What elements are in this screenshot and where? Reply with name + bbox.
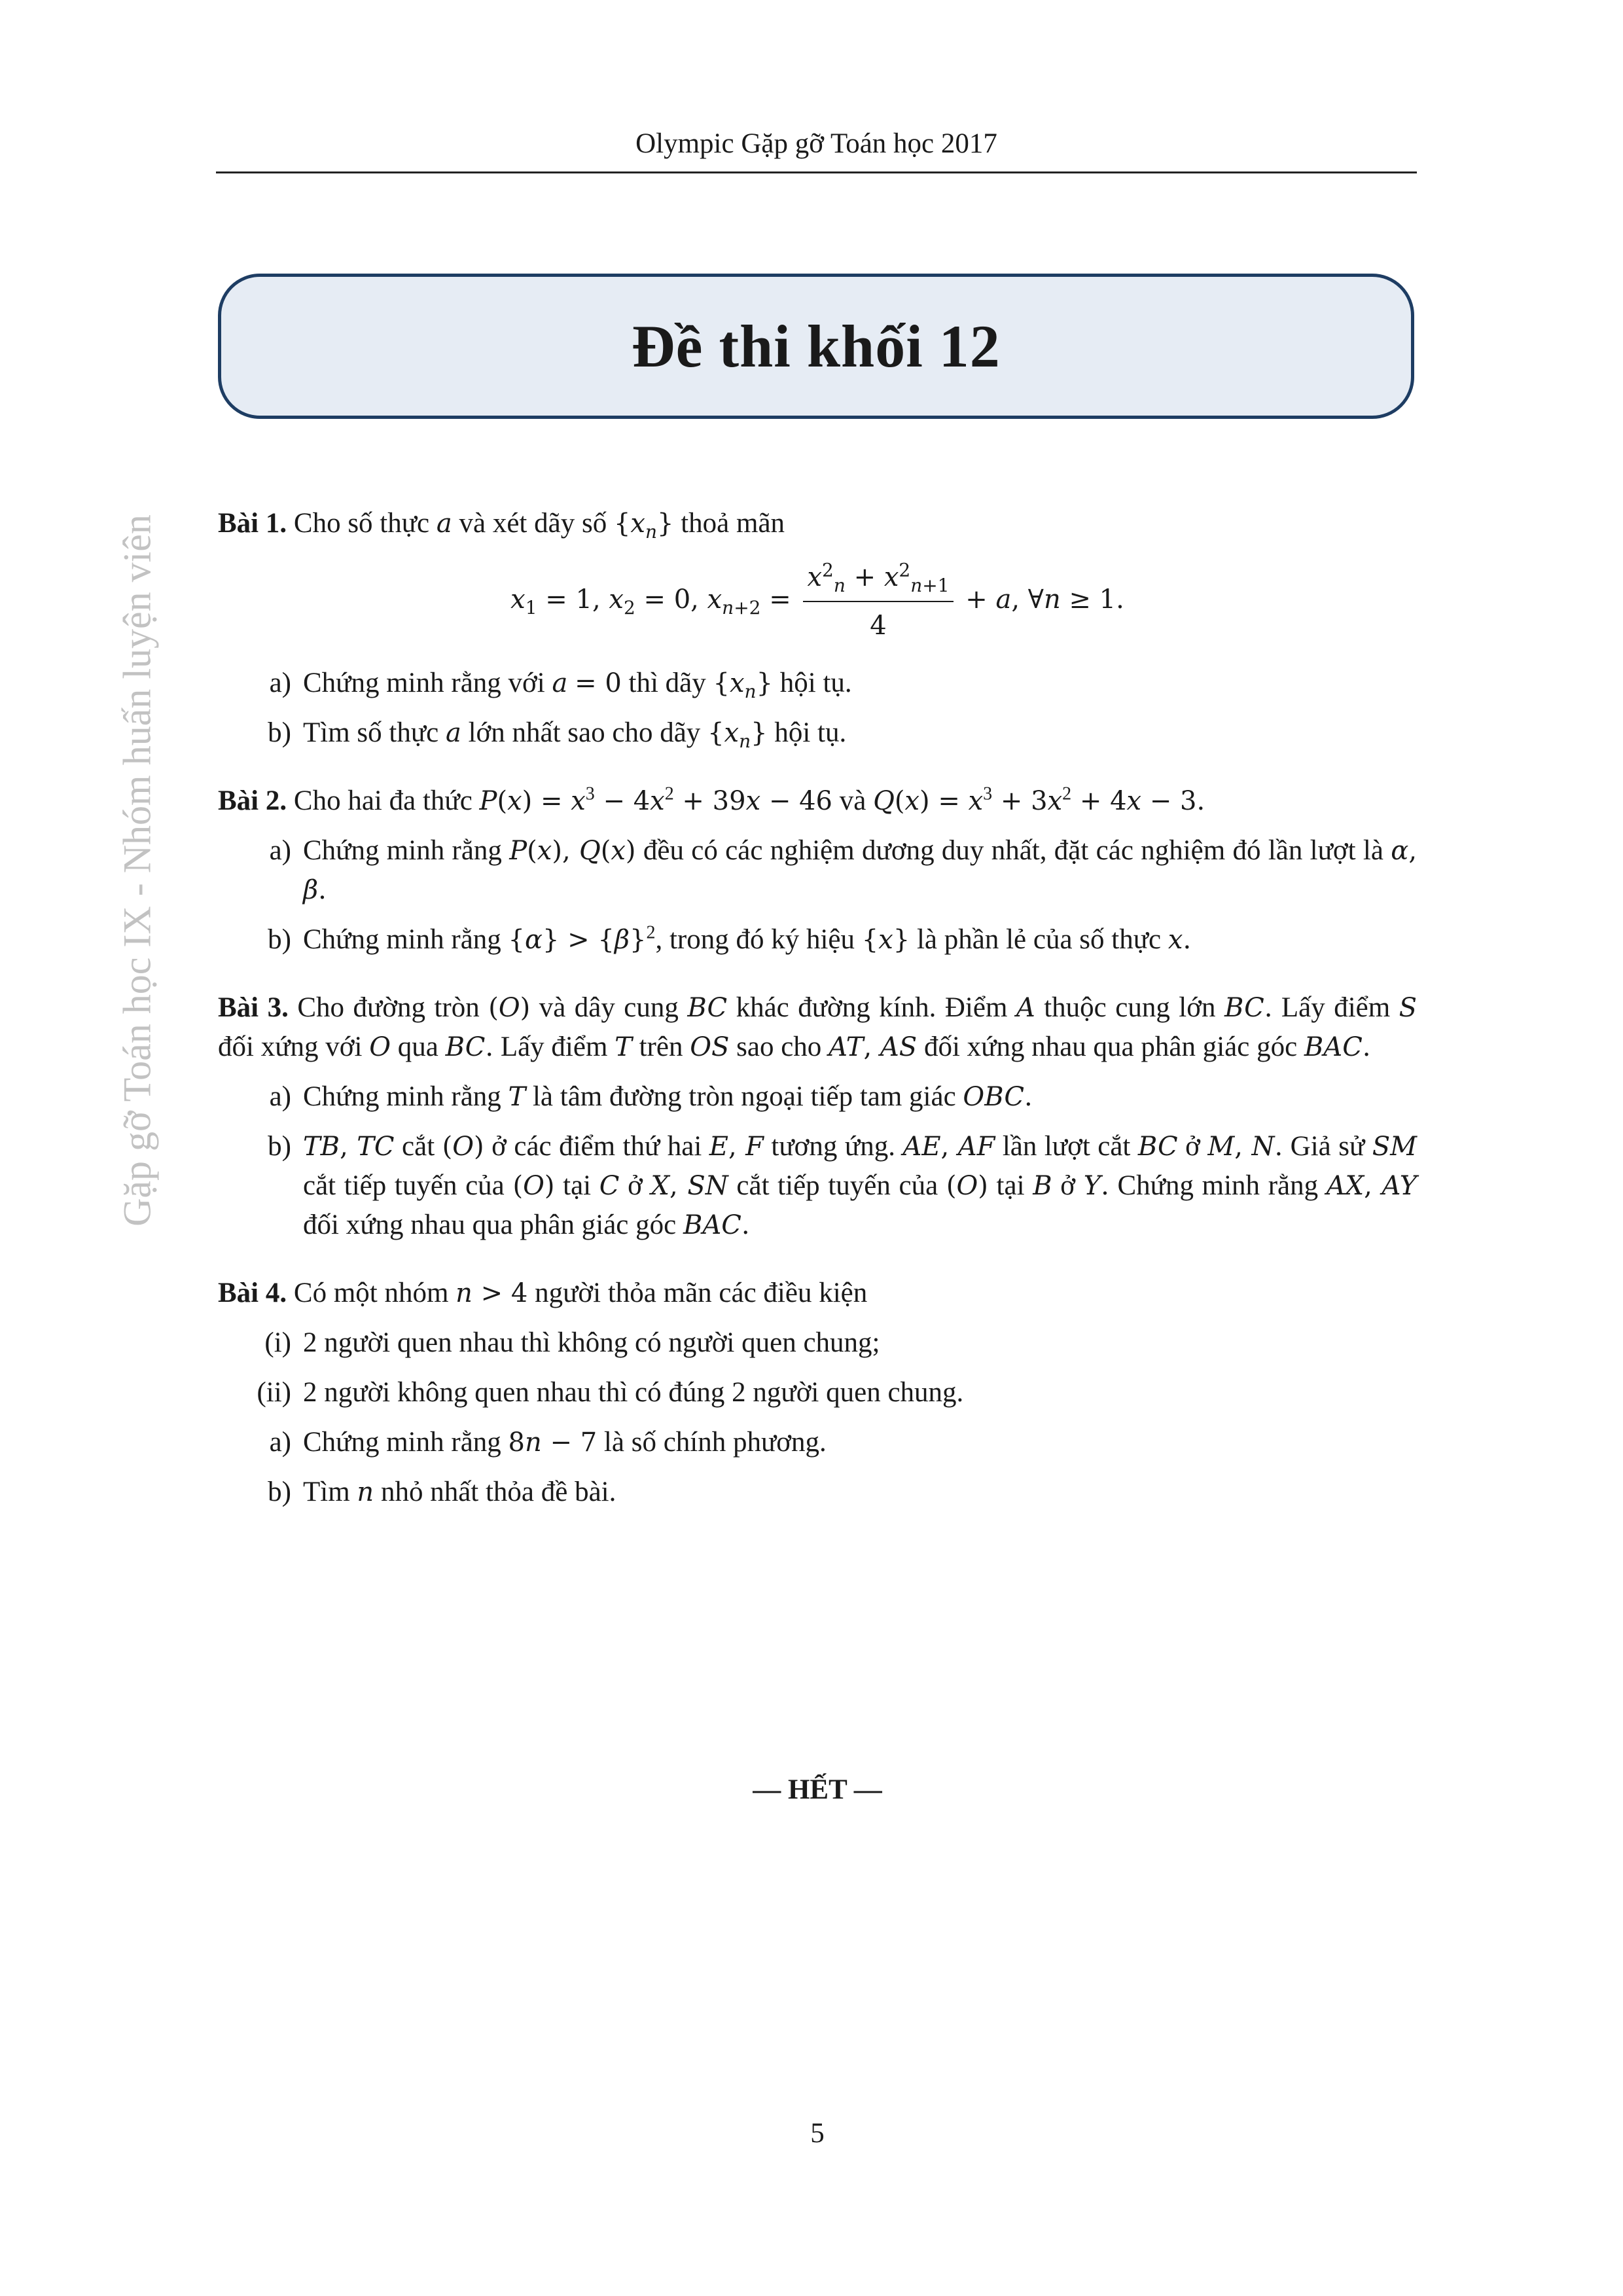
problem-4-part-b: b) Tìm n nhỏ nhất thỏa đề bài. (268, 1477, 616, 1507)
section-title-box (218, 274, 1414, 419)
end-mark: — HẾT — (753, 1774, 882, 1805)
problem-2-part-b: b) Chứng minh rằng $\{\alpha\} > \{\beta\}^2$, trong đó ký hiệu {x} là phần lẻ của số thực x. (268, 922, 1192, 955)
problem-4-part-a: a) Chứng minh rằng 8n − 7 là số chính phương. (269, 1427, 827, 1458)
header-rule (216, 171, 1417, 173)
problem-2-statement: Bài 2. Cho hai đa thức $P(x) = x^3 - 4x^2 + 39x - 46$ và $Q(x) = x^3 + 3x^2 + 4x - 3$. (218, 783, 1205, 816)
problem-3-part-b: b) TB, TC cắt (O) ở các điểm thứ hai E, F tương ứng. AE, AF lần lượt cắt BC ở M, N. Giả sử SM cắt tiếp tuyến của (O) tại C ở X, SN cắt tiếp tuyến của (O) tại B ở Y. Chứng minh rằng AX, AY đối xứng nhau qua phân giác góc BAC. (268, 1131, 1418, 1240)
problem-1-label: Bài 1. (218, 508, 287, 539)
problem-4 (218, 1274, 1417, 1512)
problem-1-part-b: b) Tìm số thực a lớn nhất sao cho dãy $\{x_n\}$ hội tụ. (268, 717, 847, 752)
page-number: 5 (810, 2118, 825, 2149)
problem-3-part-a: a) Chứng minh rằng T là tâm đường tròn ngoại tiếp tam giác OBC. (269, 1081, 1033, 1112)
problem-1 (218, 504, 1417, 753)
problem-list (218, 504, 1417, 1541)
running-header: Olympic Gặp gỡ Toán học 2017 (635, 128, 997, 159)
section-title: Đề thi khối 12 (632, 313, 1001, 380)
problem-2 (218, 781, 1417, 960)
problem-1-statement: Bài 1. Cho số thực a và xét dãy số $\{x_n\}$ thoả mãn (218, 508, 785, 543)
problem-3 (218, 988, 1417, 1245)
problem-1-part-a: a) Chứng minh rằng với a = 0 thì dãy $\{x_n\}$ hội tụ. (269, 668, 852, 702)
sidebar-watermark: Gặp gỡ Toán học IX - Nhóm huấn luyện viên (115, 514, 159, 1227)
problem-2-label: Bài 2. (218, 785, 287, 816)
problem-4-condition-i: (i) 2 người quen nhau thì không có người quen chung; (264, 1327, 880, 1358)
problem-3-statement: Bài 3. Cho đường tròn (O) và dây cung BC khác đường kính. Điểm A thuộc cung lớn BC. Lấy điểm S đối xứng với O qua BC. Lấy điểm T trên OS sao cho AT, AS đối xứng nhau qua phân giác góc BAC. (218, 992, 1418, 1062)
problem-4-statement: Bài 4. Có một nhóm n > 4 người thỏa mãn các điều kiện (218, 1278, 868, 1308)
problem-3-label: Bài 3. (218, 992, 289, 1023)
recurrence-formula: $x_1 = 1$, $x_2 = 0$, $x_{n+2}$ = $\frac{x^2_n + x^2_{n+1}}{4}$ + a, ∀n ≥ 1. (218, 558, 1417, 645)
problem-2-part-a: a) Chứng minh rằng P(x), Q(x) đều có các nghiệm dương duy nhất, đặt các nghiệm đó lần lượt là α, β. (269, 835, 1418, 905)
problem-4-condition-ii: (ii) 2 người không quen nhau thì có đúng 2 người quen chung. (257, 1377, 964, 1408)
problem-4-label: Bài 4. (218, 1278, 287, 1308)
